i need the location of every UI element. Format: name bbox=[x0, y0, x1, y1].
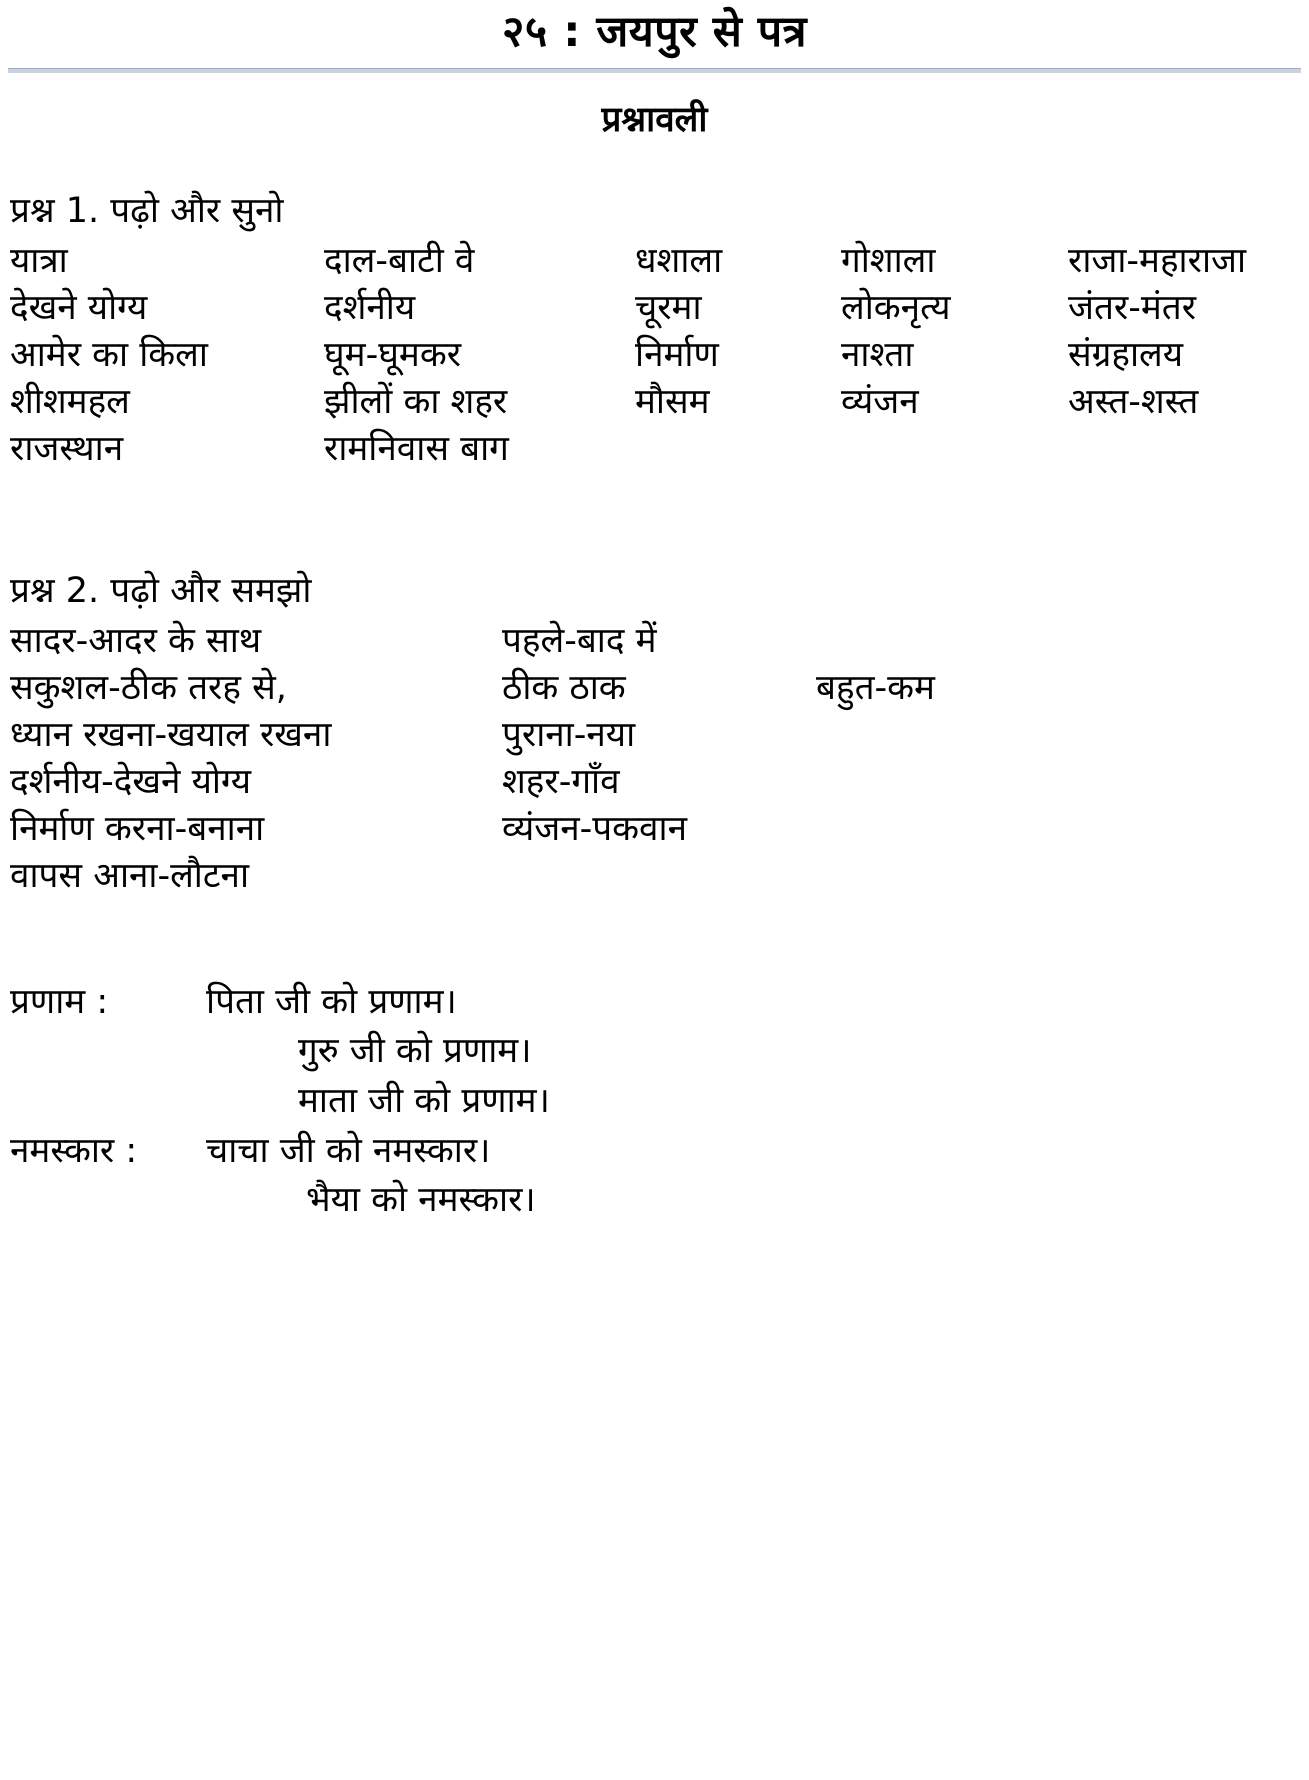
word-cell: दर्शनीय-देखने योग्य bbox=[10, 761, 252, 802]
word-cell: दाल-बाटी वे bbox=[324, 241, 475, 282]
question-2-heading: प्रश्न 2. पढ़ो और समझो bbox=[10, 570, 312, 611]
word-cell bbox=[816, 806, 949, 853]
word-cell: यात्रा bbox=[10, 241, 68, 282]
table-row bbox=[10, 238, 1260, 285]
title-divider bbox=[8, 68, 1301, 73]
table-row bbox=[10, 332, 1260, 379]
table-row bbox=[10, 806, 949, 853]
word-cell bbox=[816, 853, 949, 900]
word-cell bbox=[816, 759, 949, 806]
word-cell: निर्माण bbox=[635, 335, 719, 376]
word-cell: शहर-गाँव bbox=[502, 761, 620, 802]
word-cell: दर्शनीय bbox=[324, 288, 416, 329]
greeting-line: चाचा जी को नमस्कार। bbox=[206, 1130, 491, 1171]
spacer bbox=[8, 473, 1301, 569]
table-row bbox=[10, 1127, 550, 1177]
table-row bbox=[10, 379, 1260, 426]
word-cell: सादर-आदर के साथ bbox=[10, 621, 262, 662]
word-cell: सकुशल-ठीक तरह से, bbox=[10, 668, 287, 709]
table-row bbox=[10, 665, 949, 712]
spacer-cell bbox=[10, 1077, 206, 1127]
word-cell bbox=[635, 426, 841, 473]
greeting-line: भैया को नमस्कार। bbox=[306, 1180, 536, 1221]
word-cell: घूम-घूमकर bbox=[324, 335, 462, 376]
word-cell: झीलों का शहर bbox=[324, 381, 508, 422]
table-row bbox=[10, 853, 949, 900]
word-cell: चूरमा bbox=[635, 288, 702, 329]
table-row bbox=[10, 1027, 550, 1077]
word-cell: ठीक ठाक bbox=[502, 668, 626, 709]
word-cell: व्यंजन bbox=[841, 381, 919, 422]
word-cell: संग्रहालय bbox=[1068, 335, 1184, 376]
table-row bbox=[10, 1176, 550, 1226]
spacer-cell bbox=[10, 1176, 206, 1226]
table-row bbox=[10, 426, 1260, 473]
word-cell: निर्माण करना-बनाना bbox=[10, 808, 265, 849]
word-cell: वापस आना-लौटना bbox=[10, 855, 250, 896]
spacer-cell bbox=[10, 1027, 206, 1077]
word-cell: राजा-महाराजा bbox=[1068, 241, 1247, 282]
word-cell: देखने योग्य bbox=[10, 288, 148, 329]
word-cell: नाश्ता bbox=[841, 335, 914, 376]
word-cell bbox=[816, 712, 949, 759]
word-cell: आमेर का किला bbox=[10, 335, 208, 376]
word-cell: ध्यान रखना-खयाल रखना bbox=[10, 714, 332, 755]
word-cell bbox=[1068, 426, 1260, 473]
word-cell: अस्त-शस्त bbox=[1068, 381, 1199, 422]
word-cell bbox=[841, 426, 1068, 473]
word-cell: पहले-बाद में bbox=[502, 621, 657, 662]
word-cell: मौसम bbox=[635, 381, 710, 422]
section-title: प्रश्नावली bbox=[601, 99, 708, 140]
word-cell: व्यंजन-पकवान bbox=[502, 808, 688, 849]
greeting-label-namaskar: नमस्कार : bbox=[10, 1130, 138, 1171]
word-cell: रामनिवास बाग bbox=[324, 428, 509, 469]
question-2-word-grid bbox=[10, 618, 949, 899]
greetings-block bbox=[10, 978, 550, 1226]
question-1-heading: प्रश्न 1. पढ़ो और सुनो bbox=[10, 190, 284, 231]
word-cell: धशाला bbox=[635, 241, 723, 282]
table-row bbox=[10, 285, 1260, 332]
greeting-line: गुरु जी को प्रणाम। bbox=[298, 1031, 532, 1072]
table-row bbox=[10, 618, 949, 665]
word-cell: जंतर-मंतर bbox=[1068, 288, 1197, 329]
greeting-label-pranam: प्रणाम : bbox=[10, 981, 109, 1022]
table-row bbox=[10, 1077, 550, 1127]
spacer bbox=[8, 900, 1301, 978]
word-cell: लोकनृत्य bbox=[841, 288, 951, 329]
word-cell bbox=[502, 853, 816, 900]
word-cell bbox=[816, 618, 949, 665]
word-cell: गोशाला bbox=[841, 241, 936, 282]
greeting-line: माता जी को प्रणाम। bbox=[298, 1080, 550, 1121]
word-cell: राजस्थान bbox=[10, 428, 124, 469]
page-title: २५ : जयपुर से पत्र bbox=[502, 7, 807, 57]
table-row bbox=[10, 759, 949, 806]
word-cell: पुराना-नया bbox=[502, 714, 636, 755]
table-row bbox=[10, 712, 949, 759]
table-row bbox=[10, 978, 550, 1028]
question-1-word-grid bbox=[10, 238, 1260, 472]
greeting-line: पिता जी को प्रणाम। bbox=[206, 981, 457, 1022]
word-cell: शीशमहल bbox=[10, 381, 130, 422]
word-cell: बहुत-कम bbox=[816, 668, 935, 709]
